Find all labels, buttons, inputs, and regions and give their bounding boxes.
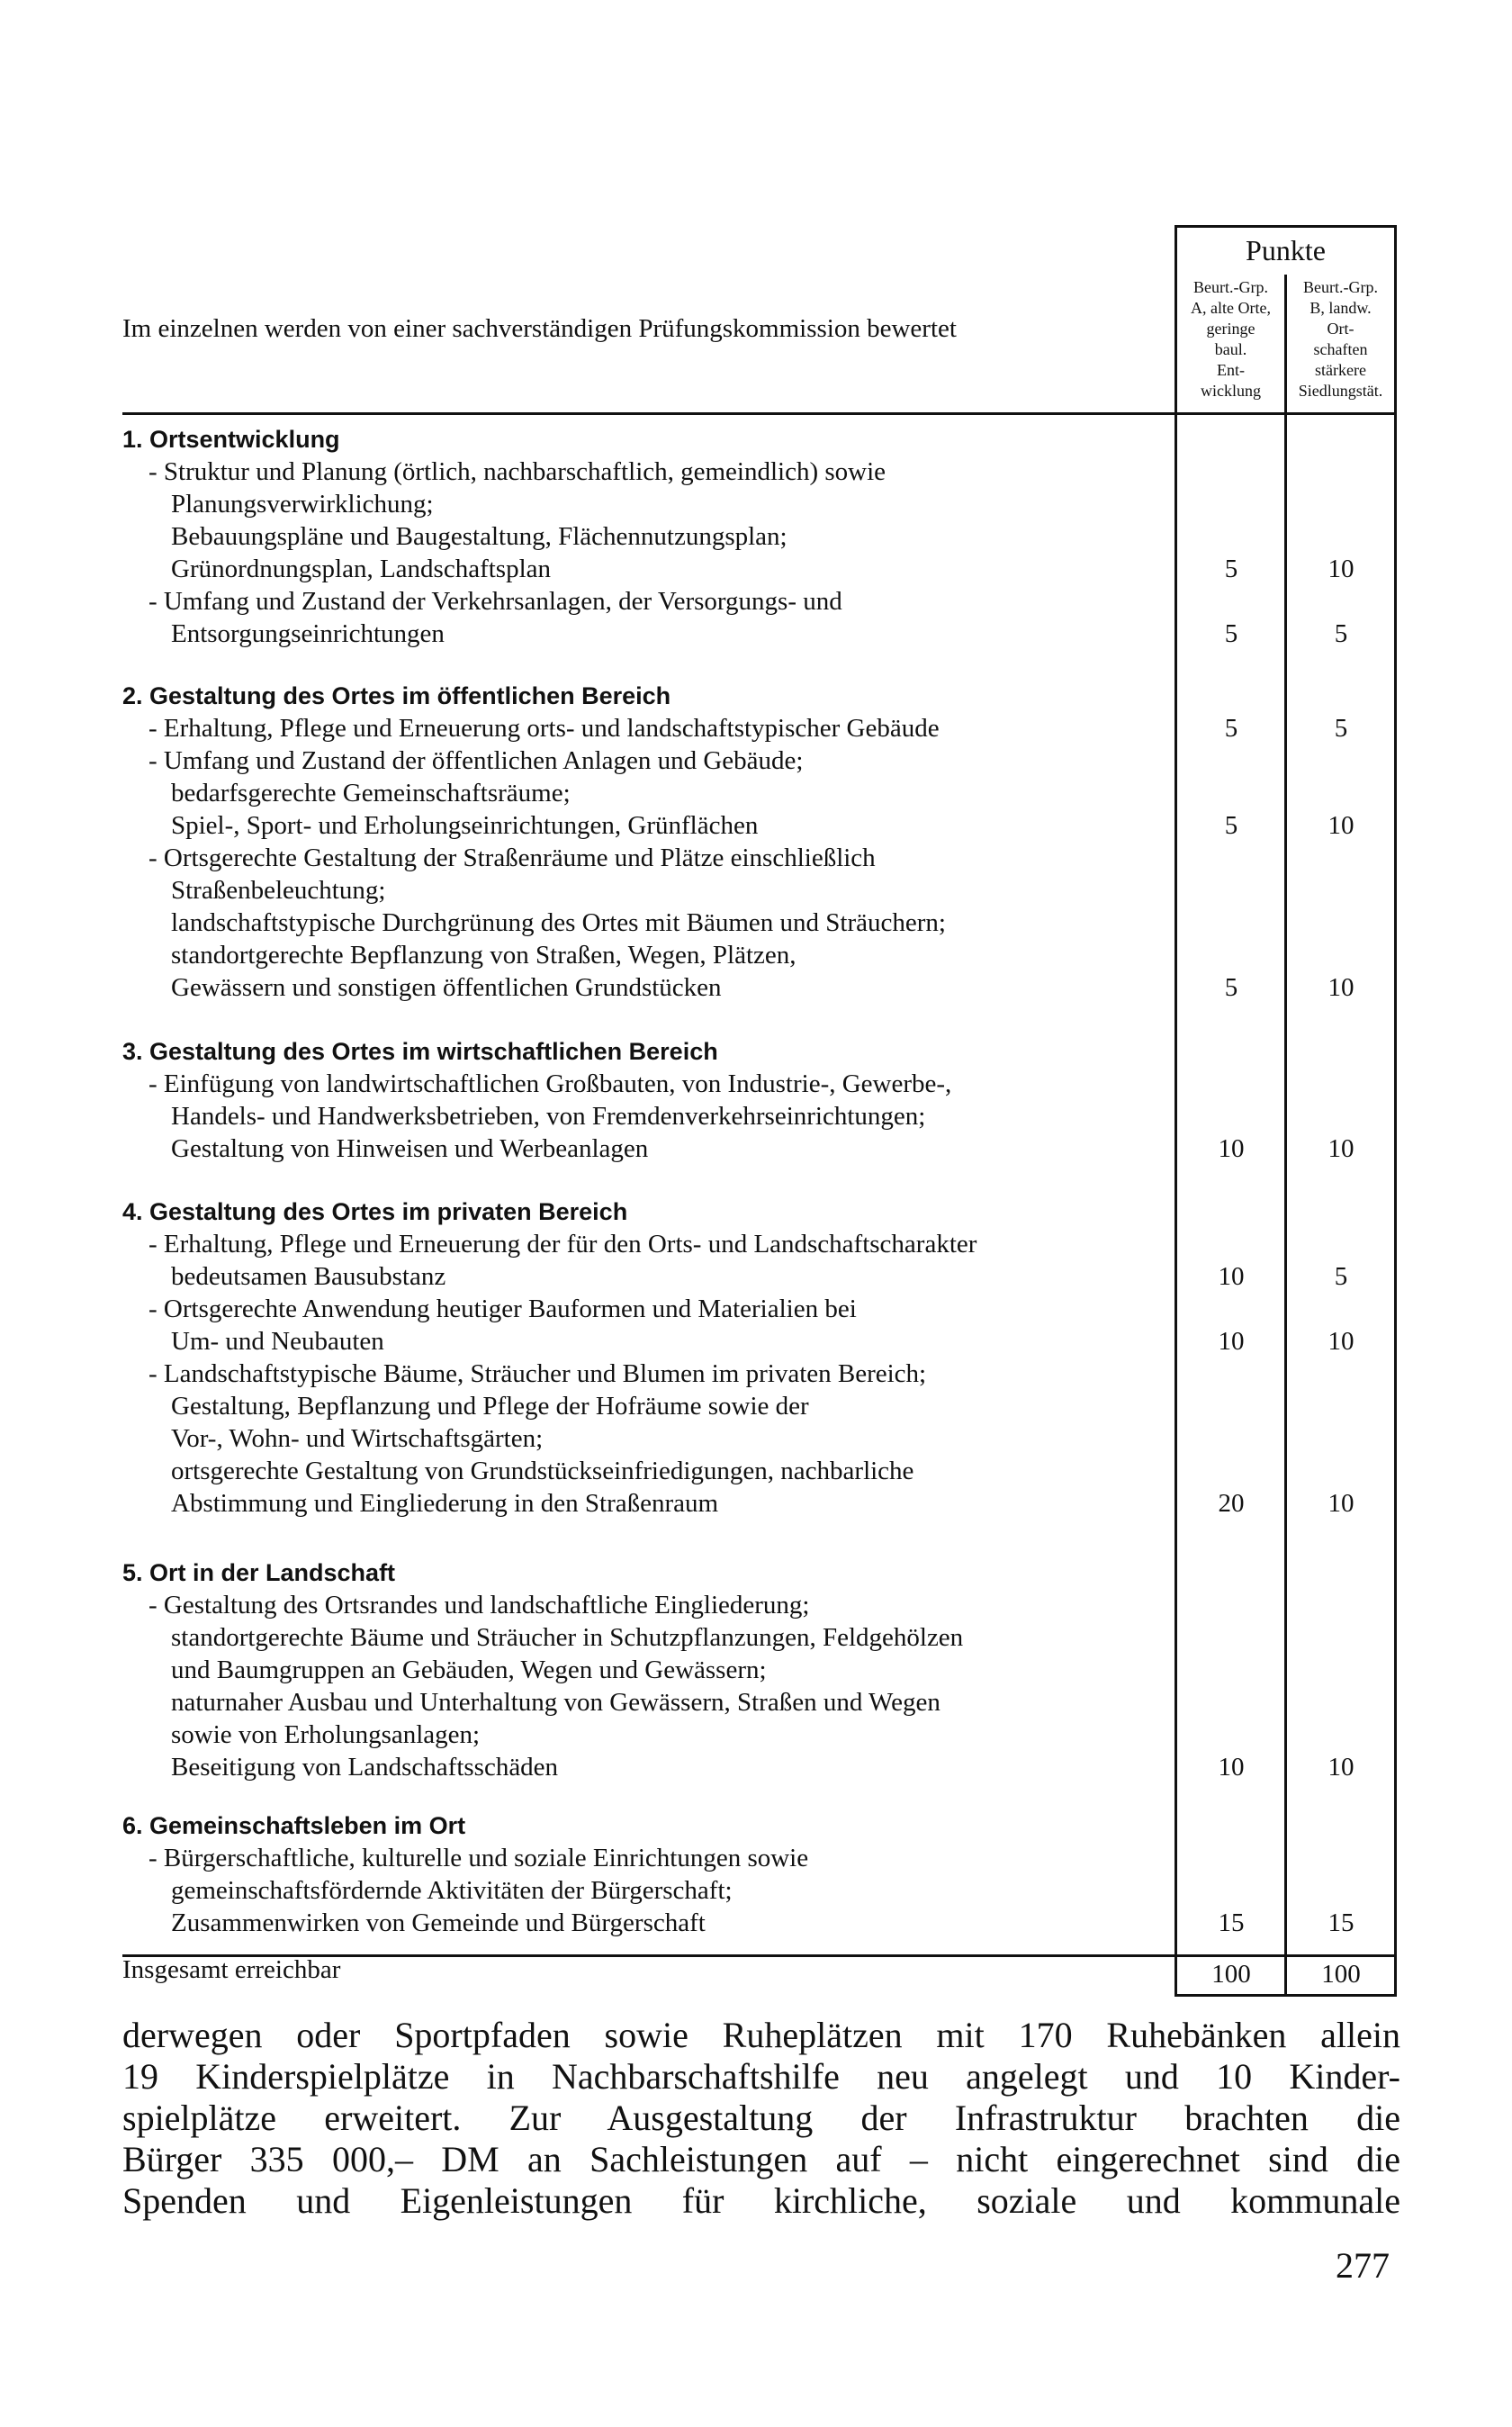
criterion-line: - Landschaftstypische Bäume, Sträucher und Blumen im privaten Bereich; (148, 1359, 927, 1388)
points-value-b: 10 (1328, 1489, 1354, 1518)
points-value-a: 10 (1218, 1327, 1245, 1356)
points-value-a: 5 (1224, 555, 1238, 583)
column-a-header-line: Ent- (1217, 361, 1245, 379)
points-value-b: 10 (1328, 1134, 1354, 1163)
criterion-line: Gewässern und sonstigen öffentlichen Grundstücken (171, 973, 722, 1002)
criterion-line: - Umfang und Zustand der Verkehrsanlagen, der Versorgungs- und (148, 587, 842, 616)
points-value-a: 15 (1218, 1908, 1245, 1937)
column-a-header-line: Beurt.-Grp. (1193, 278, 1268, 296)
points-value-a: 5 (1224, 714, 1238, 743)
criterion-line: bedeutsamen Bausubstanz (171, 1262, 446, 1291)
points-value-b: 10 (1328, 1753, 1354, 1782)
section-title: 1. Ortsentwicklung (122, 426, 340, 453)
points-value-a: 10 (1218, 1134, 1245, 1163)
criterion-line: Abstimmung und Eingliederung in den Straßenraum (171, 1489, 719, 1518)
criterion-line: - Erhaltung, Pflege und Erneuerung orts- und landschaftstypischer Gebäude (148, 714, 940, 743)
criterion-line: - Gestaltung des Ortsrandes und landschaftliche Eingliederung; (148, 1591, 810, 1620)
criterion-line: Vor-, Wohn- und Wirtschaftsgärten; (171, 1424, 544, 1453)
points-value-a: 10 (1218, 1262, 1245, 1291)
criterion-line: - Ortsgerechte Gestaltung der Straßenräume und Plätze einschließlich (148, 844, 876, 872)
criterion-line: - Einfügung von landwirtschaftlichen Großbauten, von Industrie-, Gewerbe-, (148, 1069, 952, 1098)
criterion-line: Grünordnungsplan, Landschaftsplan (171, 555, 552, 583)
criterion-line: Beseitigung von Landschaftsschäden (171, 1753, 559, 1782)
total-value-b: 100 (1321, 1960, 1361, 1989)
points-value-b: 10 (1328, 1327, 1354, 1356)
points-value-b: 5 (1334, 714, 1348, 743)
criterion-line: Handels- und Handwerksbetrieben, von Fremdenverkehrseinrichtungen; (171, 1102, 926, 1131)
section-title: 6. Gemeinschaftsleben im Ort (122, 1812, 466, 1839)
column-a-header-line: wicklung (1201, 382, 1261, 400)
column-b-header-line: stärkere (1315, 361, 1366, 379)
section-title: 5. Ort in der Landschaft (122, 1559, 396, 1586)
criterion-line: Um- und Neubauten (171, 1327, 384, 1356)
intro-text: Im einzelnen werden von einer sachverständigen Prüfungskommission bewertet (122, 314, 957, 343)
total-value-a: 100 (1211, 1960, 1251, 1989)
criterion-line: - Struktur und Planung (örtlich, nachbarschaftlich, gemeindlich) sowie (148, 457, 886, 486)
total-label: Insgesamt erreichbar (122, 1955, 341, 1984)
column-b-header (1287, 277, 1394, 401)
body-line: Spenden und Eigenleistungen für kirchliche, soziale und kommunale (122, 2180, 1400, 2221)
criterion-line: - Bürgerschaftliche, kulturelle und soziale Einrichtungen sowie (148, 1844, 809, 1872)
table-left-rule (1174, 225, 1177, 1997)
section-title: 4. Gestaltung des Ortes im privaten Bereich (122, 1198, 628, 1225)
total-bottom-rule (1174, 1994, 1397, 1997)
points-value-b: 5 (1334, 1262, 1348, 1291)
criterion-line: Zusammenwirken von Gemeinde und Bürgerschaft (171, 1908, 706, 1937)
criterion-line: bedarfsgerechte Gemeinschaftsräume; (171, 779, 571, 807)
header-bottom-rule (122, 412, 1397, 415)
criterion-line: Spiel-, Sport- und Erholungseinrichtungen, Grünflächen (171, 811, 759, 840)
table-top-rule (1174, 225, 1397, 228)
criterion-line: Entsorgungseinrichtungen (171, 619, 445, 648)
body-line: spielplätze erweitert. Zur Ausgestaltung der Infrastruktur brachten die (122, 2098, 1400, 2138)
points-value-b: 10 (1328, 555, 1354, 583)
column-b-header-line: Beurt.-Grp. (1303, 278, 1378, 296)
points-value-b: 5 (1334, 619, 1348, 648)
criterion-line: standortgerechte Bepflanzung von Straßen, Wegen, Plätzen, (171, 941, 796, 970)
column-b-header-line: Siedlungstät. (1298, 382, 1383, 400)
points-value-a: 5 (1224, 973, 1238, 1002)
criterion-line: - Ortsgerechte Anwendung heutiger Bauformen und Materialien bei (148, 1295, 857, 1323)
criterion-line: Planungsverwirklichung; (171, 490, 434, 519)
points-value-b: 10 (1328, 811, 1354, 840)
criterion-line: landschaftstypische Durchgrünung des Ortes mit Bäumen und Sträuchern; (171, 908, 946, 937)
points-value-a: 10 (1218, 1753, 1245, 1782)
column-a-header-line: geringe (1206, 320, 1256, 338)
criterion-line: - Erhaltung, Pflege und Erneuerung der für den Orts- und Landschaftscharakter (148, 1230, 977, 1259)
body-line: derwegen oder Sportpfaden sowie Ruheplätzen mit 170 Ruhebänken allein (122, 2015, 1400, 2055)
column-b-header-line: schaften (1313, 340, 1368, 358)
criterion-line: Gestaltung von Hinweisen und Werbeanlagen (171, 1134, 649, 1163)
criterion-line: standortgerechte Bäume und Sträucher in Schutzpflanzungen, Feldgehölzen (171, 1623, 964, 1652)
page-number: 277 (1336, 2245, 1390, 2286)
section-title: 2. Gestaltung des Ortes im öffentlichen Bereich (122, 682, 671, 709)
criterion-line: sowie von Erholungsanlagen; (171, 1720, 481, 1749)
column-b-header-line: B, landw. (1310, 299, 1372, 317)
criterion-line: Straßenbeleuchtung; (171, 876, 386, 905)
body-line: 19 Kinderspielplätze in Nachbarschaftshilfe neu angelegt und 10 Kinder- (122, 2056, 1400, 2097)
criterion-line: naturnaher Ausbau und Unterhaltung von Gewässern, Straßen und Wegen (171, 1688, 940, 1717)
section-title: 3. Gestaltung des Ortes im wirtschaftlichen Bereich (122, 1038, 718, 1065)
table-right-rule (1394, 225, 1397, 1997)
criterion-line: - Umfang und Zustand der öffentlichen Anlagen und Gebäude; (148, 746, 804, 775)
points-value-a: 5 (1224, 811, 1238, 840)
column-a-header-line: baul. (1214, 340, 1247, 358)
criterion-line: gemeinschaftsfördernde Aktivitäten der Bürgerschaft; (171, 1876, 733, 1905)
points-value-a: 5 (1224, 619, 1238, 648)
points-value-a: 20 (1218, 1489, 1245, 1518)
criterion-line: und Baumgruppen an Gebäuden, Wegen und Gewässern; (171, 1656, 767, 1684)
criterion-line: Bebauungspläne und Baugestaltung, Flächennutzungsplan; (171, 522, 788, 551)
body-line: Bürger 335 000,– DM an Sachleistungen auf – nicht eingerechnet sind die (122, 2139, 1400, 2179)
column-b-header-line: Ort- (1327, 320, 1354, 338)
column-a-header (1177, 277, 1284, 401)
criterion-line: Gestaltung, Bepflanzung und Pflege der Hofräume sowie der (171, 1392, 809, 1421)
column-a-header-line: A, alte Orte, (1191, 299, 1271, 317)
criterion-line: ortsgerechte Gestaltung von Grundstückseinfriedigungen, nachbarliche (171, 1457, 914, 1485)
points-value-b: 10 (1328, 973, 1354, 1002)
punkte-heading: Punkte (1246, 234, 1326, 266)
points-value-b: 15 (1328, 1908, 1354, 1937)
